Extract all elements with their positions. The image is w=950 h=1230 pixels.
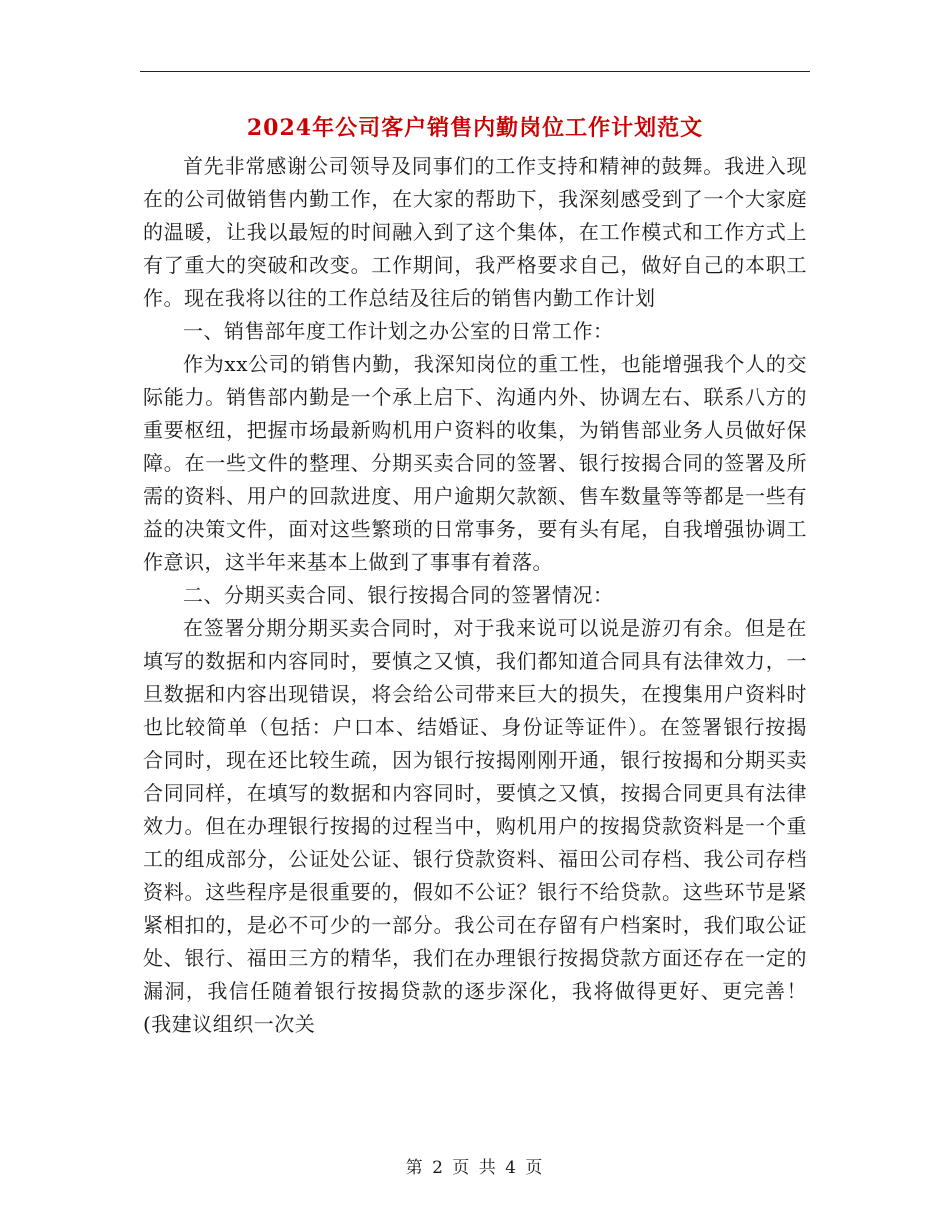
section-heading-1: 一、销售部年度工作计划之办公室的日常工作： xyxy=(183,319,614,343)
section-2-paragraph: 在签署分期分期买卖合同时，对于我来说可以说是游刃有余。但是在填写的数据和内容同时，要慎之又慎，我们都知道合同具有法律效力，一旦数据和内容出现错误，将会给公司带来巨大的损失，在搜集用户资料时也比较简单（包括：户口本、结婚证、身份证等证件）。在签署银行按揭合同时，现在还比较生疏，因为银行按揭刚刚开通，银行按揭和分期买卖合同同样，在填写的数据和内容同时，要慎之又慎，按揭合同更具有法律效力。但在办理银行按揭的过程当中，购机用户的按揭贷款资料是一个重工的组成部分，公证处公证、银行贷款资料、福田公司存档、我公司存档资料。这些程序是很重要的，假如不公证？银行不给贷款。这些环节是紧紧相扣的，是必不可少的一部分。我公司在存留有户档案时，我们取公证处、银行、福田三方的精华，我们在办理银行按揭贷款方面还存在一定的漏洞，我信任随着银行按揭贷款的逐步深化，我将做得更好、更完善！(我建议组织一次关 xyxy=(143,616,807,1036)
document-title: 2024年公司客户销售内勤岗位工作计划范文 xyxy=(246,115,704,141)
page-number-footer: 第 2 页 共 4 页 xyxy=(405,1158,545,1178)
document-body xyxy=(143,150,807,1041)
section-1-paragraph: 作为xx公司的销售内勤，我深知岗位的重工性，也能增强我个人的交际能力。销售部内勤是一个承上启下、沟通内外、协调左右、联系八方的重要枢纽，把握市场最新购机用户资料的收集，为销售部业务人员做好保障。在一些文件的整理、分期买卖合同的签署、银行按揭合同的签署及所需的资料、用户的回款进度、用户逾期欠款额、售车数量等等都是一些有益的决策文件，面对这些繁琐的日常事务，要有头有尾，自我增强协调工作意识，这半年来基本上做到了事事有着落。 xyxy=(143,352,807,574)
section-heading-2: 二、分期买卖合同、银行按揭合同的签署情况： xyxy=(183,583,614,607)
header-rule xyxy=(140,71,810,72)
intro-paragraph: 首先非常感谢公司领导及同事们的工作支持和精神的鼓舞。我进入现在的公司做销售内勤工作，在大家的帮助下，我深刻感受到了一个大家庭的温暖，让我以最短的时间融入到了这个集体，在工作模式和工作方式上有了重大的突破和改变。工作期间，我严格要求自己，做好自己的本职工作。现在我将以往的工作总结及往后的销售内勤工作计划 xyxy=(143,154,807,310)
